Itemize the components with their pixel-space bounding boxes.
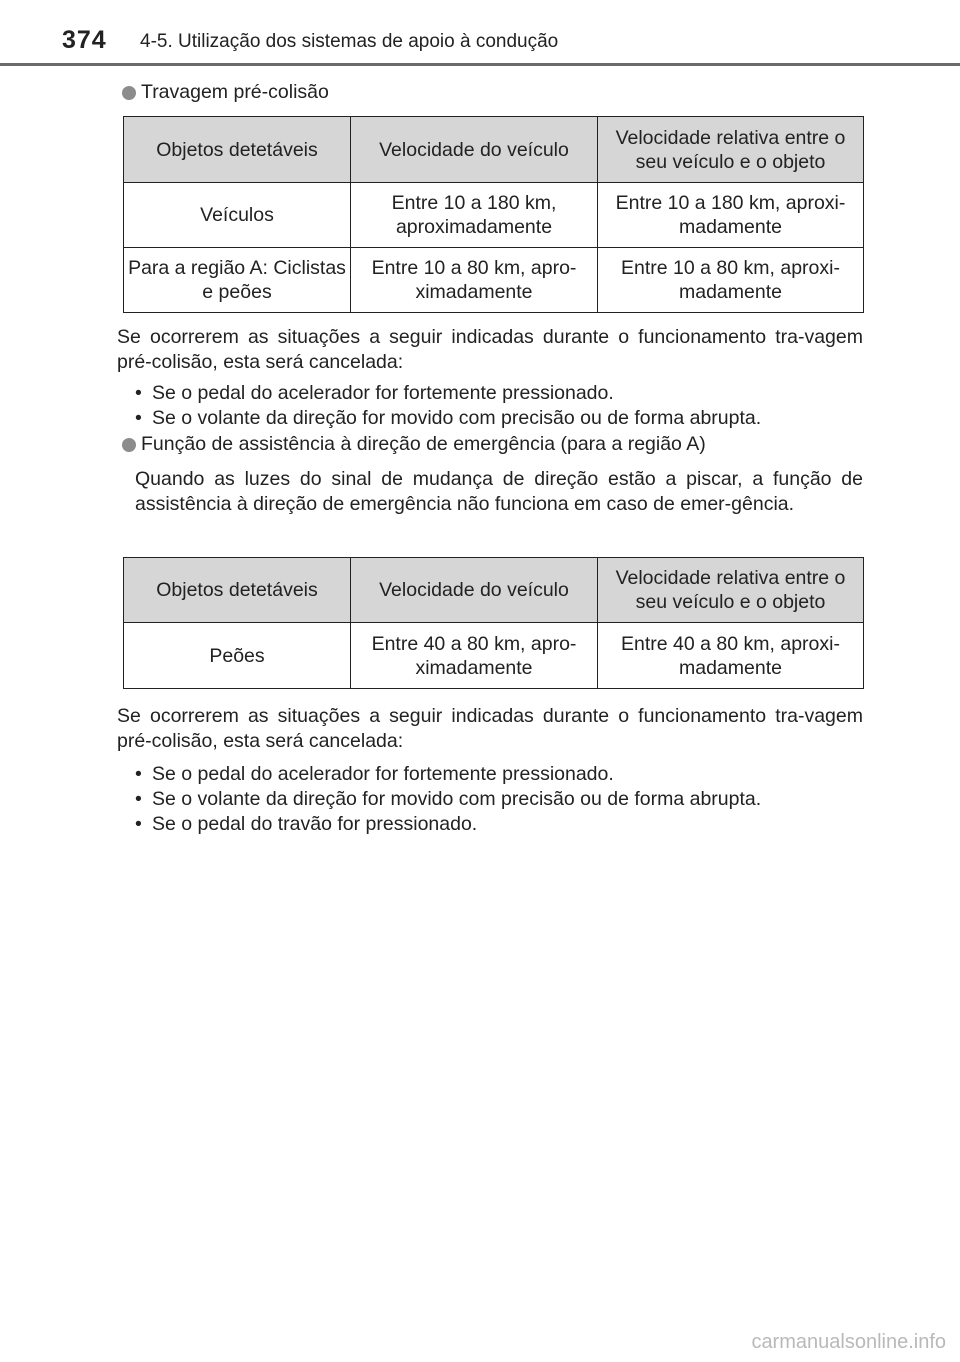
table-cell: Peões	[124, 623, 351, 689]
section-heading-pre-collision-braking	[117, 80, 863, 105]
list-item-text: Se o pedal do travão for pressionado.	[152, 813, 478, 835]
table-header-cell: Objetos detetáveis	[124, 558, 351, 623]
table-cell: Entre 40 a 80 km, aproxi-madamente	[598, 623, 864, 689]
watermark: carmanualsonline.info	[751, 1331, 946, 1353]
table-header-row	[124, 558, 864, 623]
page-header	[0, 0, 960, 66]
cancel-text: Se ocorrerem as situações a seguir indicadas durante o funcionamento tra-vagem pré-colisão, esta será cancelada:	[117, 326, 863, 373]
table-row	[124, 248, 864, 313]
cancel-conditions-block-2	[117, 704, 863, 837]
table-cell: Entre 10 a 80 km, aproxi-madamente	[598, 248, 864, 313]
table-cell: Entre 10 a 180 km, aproxi-madamente	[598, 183, 864, 248]
conditions-list	[117, 762, 863, 837]
cancel-text: Se ocorrerem as situações a seguir indicadas durante o funcionamento tra-vagem pré-colisão, esta será cancelada:	[117, 705, 863, 752]
list-item: • Se o volante da direção for movido com precisão ou de forma abrupta.	[135, 788, 762, 810]
list-item: • Se o volante da direção for movido com precisão ou de forma abrupta.	[135, 407, 762, 429]
table-header-cell: Velocidade relativa entre o seu veículo e o objeto	[598, 558, 864, 623]
bullet-dot-icon	[122, 86, 136, 100]
table-cell: Para a região A: Ciclistas e peões	[124, 248, 351, 313]
table-cell: Entre 10 a 180 km, aproximadamente	[351, 183, 598, 248]
table-cell: Veículos	[124, 183, 351, 248]
list-item-text: Se o volante da direção for movido com precisão ou de forma abrupta.	[152, 788, 762, 810]
list-item-text: Se o pedal do acelerador for fortemente pressionado.	[152, 382, 614, 404]
table-cell: Entre 10 a 80 km, apro-ximadamente	[351, 248, 598, 313]
detection-table-pre-collision	[123, 116, 864, 313]
bullet-dot-icon	[122, 438, 136, 452]
table-header-row	[124, 117, 864, 183]
table-row	[124, 623, 864, 689]
table-header-cell: Velocidade relativa entre o seu veículo e o objeto	[598, 117, 864, 183]
section-heading-emergency-steering-assist	[117, 432, 863, 457]
table-cell: Entre 40 a 80 km, apro-ximadamente	[351, 623, 598, 689]
conditions-list	[117, 381, 863, 431]
list-item-text: Se o volante da direção for movido com precisão ou de forma abrupta.	[152, 407, 762, 429]
list-item-text: Se o pedal do acelerador for fortemente pressionado.	[152, 763, 614, 785]
section-intro	[135, 467, 863, 517]
chapter-title: 4-5. Utilização dos sistemas de apoio à condução	[140, 31, 559, 52]
detection-table-emergency-steering	[123, 557, 864, 689]
section-title: Travagem pré-colisão	[141, 81, 329, 103]
list-item: • Se o pedal do travão for pressionado.	[135, 813, 478, 835]
table-header-cell: Velocidade do veículo	[351, 558, 598, 623]
section-title: Função de assistência à direção de emergência (para a região A)	[141, 433, 706, 455]
list-item: • Se o pedal do acelerador for fortemente pressionado.	[135, 763, 614, 785]
header-divider	[0, 63, 960, 66]
table-header-cell: Objetos detetáveis	[124, 117, 351, 183]
table-header-cell: Velocidade do veículo	[351, 117, 598, 183]
page-number: 374	[62, 26, 107, 54]
list-item: • Se o pedal do acelerador for fortemente pressionado.	[135, 382, 614, 404]
table-row	[124, 183, 864, 248]
intro-text: Quando as luzes do sinal de mudança de direção estão a piscar, a função de assistência à direção de emergência não funciona em caso de emer-gência.	[135, 468, 863, 515]
cancel-conditions-block-1	[117, 325, 863, 431]
